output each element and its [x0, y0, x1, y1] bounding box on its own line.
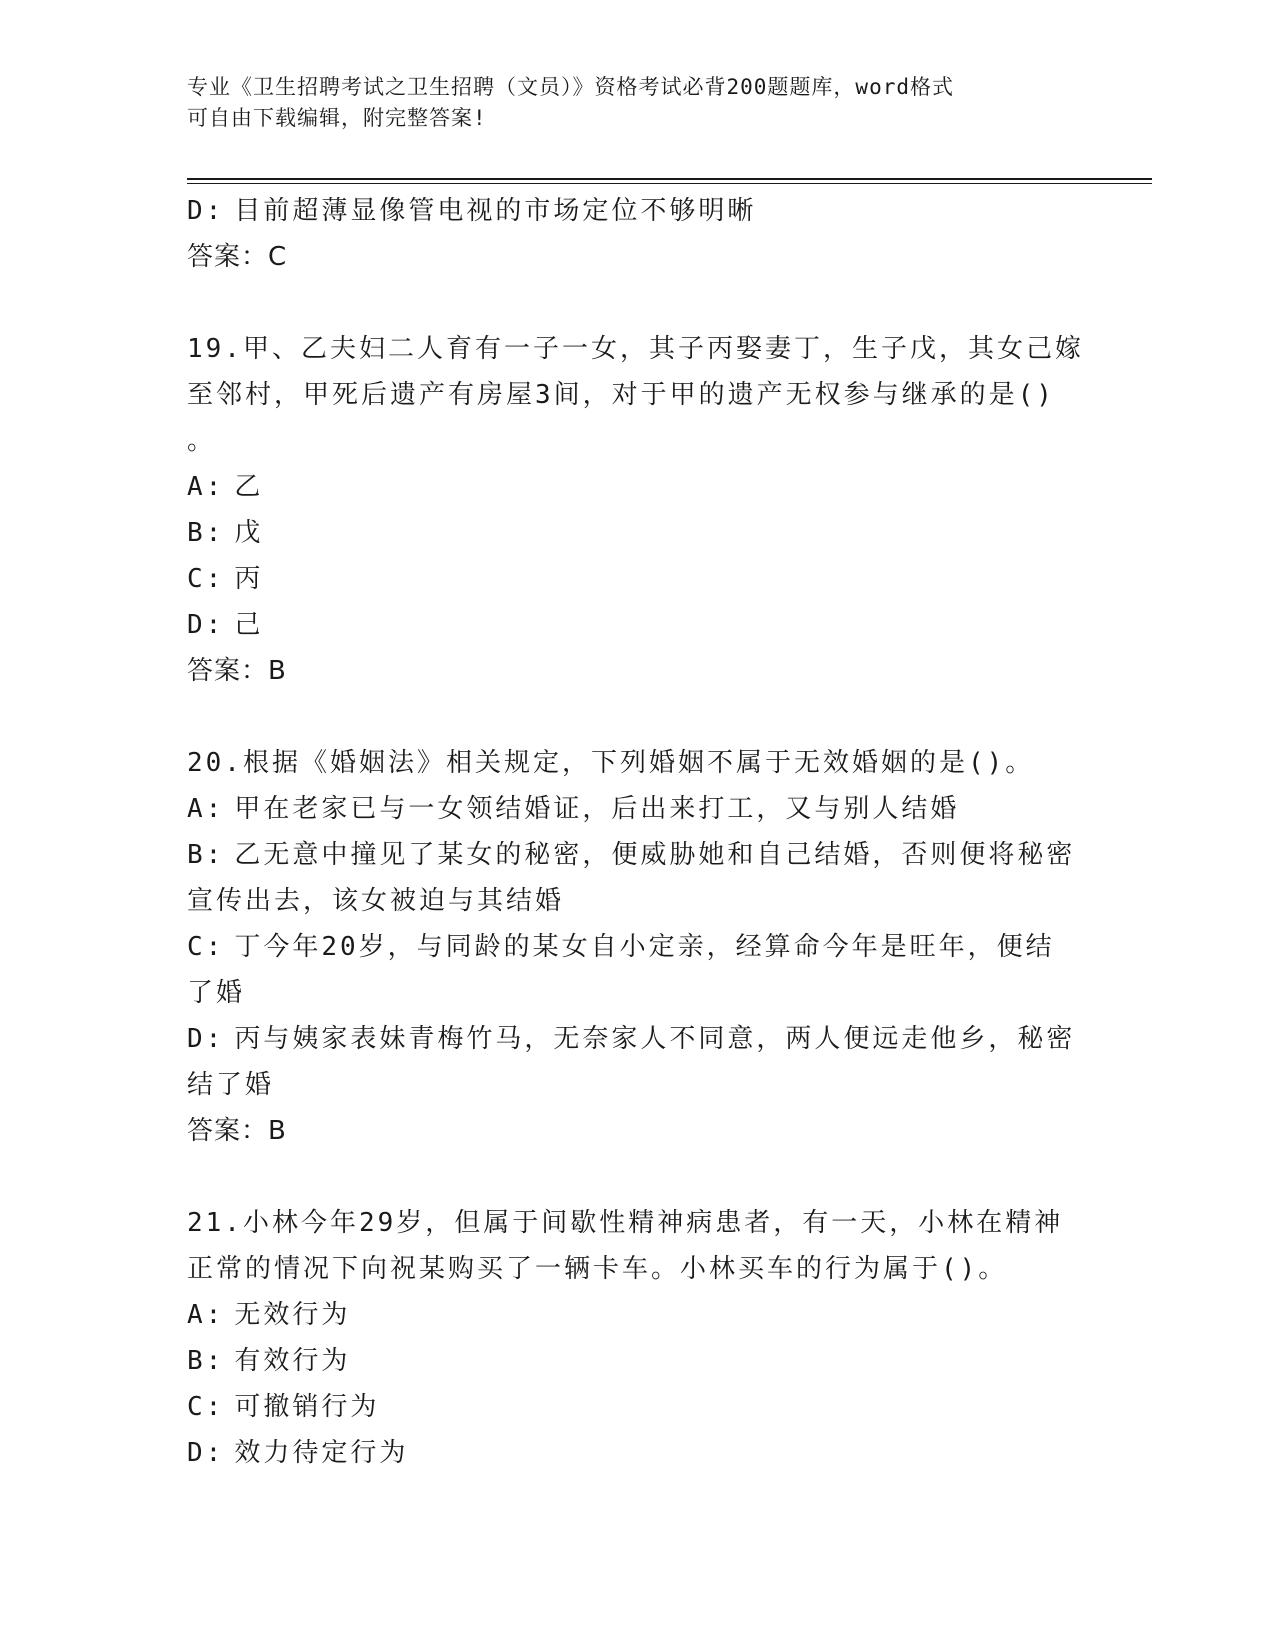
document-header — [187, 72, 1087, 134]
question-stem-line: 19.甲、乙夫妇二人育有一子一女，其子丙娶妻丁，生子戊，其女己嫁 — [187, 334, 1084, 364]
option-b: B: 有效行为 — [187, 1346, 351, 1376]
question-stem-line: 至邻村，甲死后遗产有房屋3间，对于甲的遗产无权参与继承的是() — [187, 380, 1055, 410]
option-a: A: 甲在老家已与一女领结婚证，后出来打工，又与别人结婚 — [187, 794, 960, 824]
option-c-continued: 了婚 — [187, 978, 246, 1008]
option-c: C: 丙 — [187, 564, 264, 594]
header-divider-thin — [187, 183, 1152, 184]
option-b: B: 乙无意中撞见了某女的秘密，便威胁她和自己结婚，否则便将秘密 — [187, 840, 1076, 870]
question-stem-line: 。 — [187, 426, 217, 456]
option-d: D: 己 — [187, 610, 264, 640]
spacer — [187, 1154, 1087, 1200]
header-line-1: 专业《卫生招聘考试之卫生招聘（文员）》资格考试必背200题题库，word格式 — [187, 75, 954, 99]
answer: 答案：B — [187, 656, 287, 686]
question-stem-line: 20.根据《婚姻法》相关规定，下列婚姻不属于无效婚姻的是()。 — [187, 748, 1035, 778]
question-20 — [187, 740, 1087, 1154]
option-c: C: 可撤销行为 — [187, 1392, 380, 1422]
prev-answer: 答案：C — [187, 242, 288, 272]
question-content — [187, 188, 1087, 1476]
option-d-continued: 结了婚 — [187, 1070, 275, 1100]
header-divider-thick — [187, 178, 1152, 180]
option-a: A: 无效行为 — [187, 1300, 351, 1330]
question-21 — [187, 1200, 1087, 1476]
answer: 答案：B — [187, 1116, 287, 1146]
option-d: D: 丙与姨家表妹青梅竹马，无奈家人不同意，两人便远走他乡，秘密 — [187, 1024, 1076, 1054]
option-b: B: 戊 — [187, 518, 264, 548]
option-b-continued: 宣传出去，该女被迫与其结婚 — [187, 886, 565, 916]
header-line-2: 可自由下载编辑，附完整答案! — [187, 106, 487, 130]
option-c: C: 丁今年20岁，与同龄的某女自小定亲，经算命今年是旺年，便结 — [187, 932, 1055, 962]
option-d: D: 效力待定行为 — [187, 1438, 409, 1468]
prev-option-d: D: 目前超薄显像管电视的市场定位不够明晰 — [187, 196, 757, 226]
question-stem-line: 21.小林今年29岁，但属于间歇性精神病患者，有一天，小林在精神 — [187, 1208, 1064, 1238]
spacer — [187, 280, 1087, 326]
question-19 — [187, 326, 1087, 694]
spacer — [187, 694, 1087, 740]
option-a: A: 乙 — [187, 472, 264, 502]
question-stem-line: 正常的情况下向祝某购买了一辆卡车。小林买车的行为属于()。 — [187, 1254, 1008, 1284]
